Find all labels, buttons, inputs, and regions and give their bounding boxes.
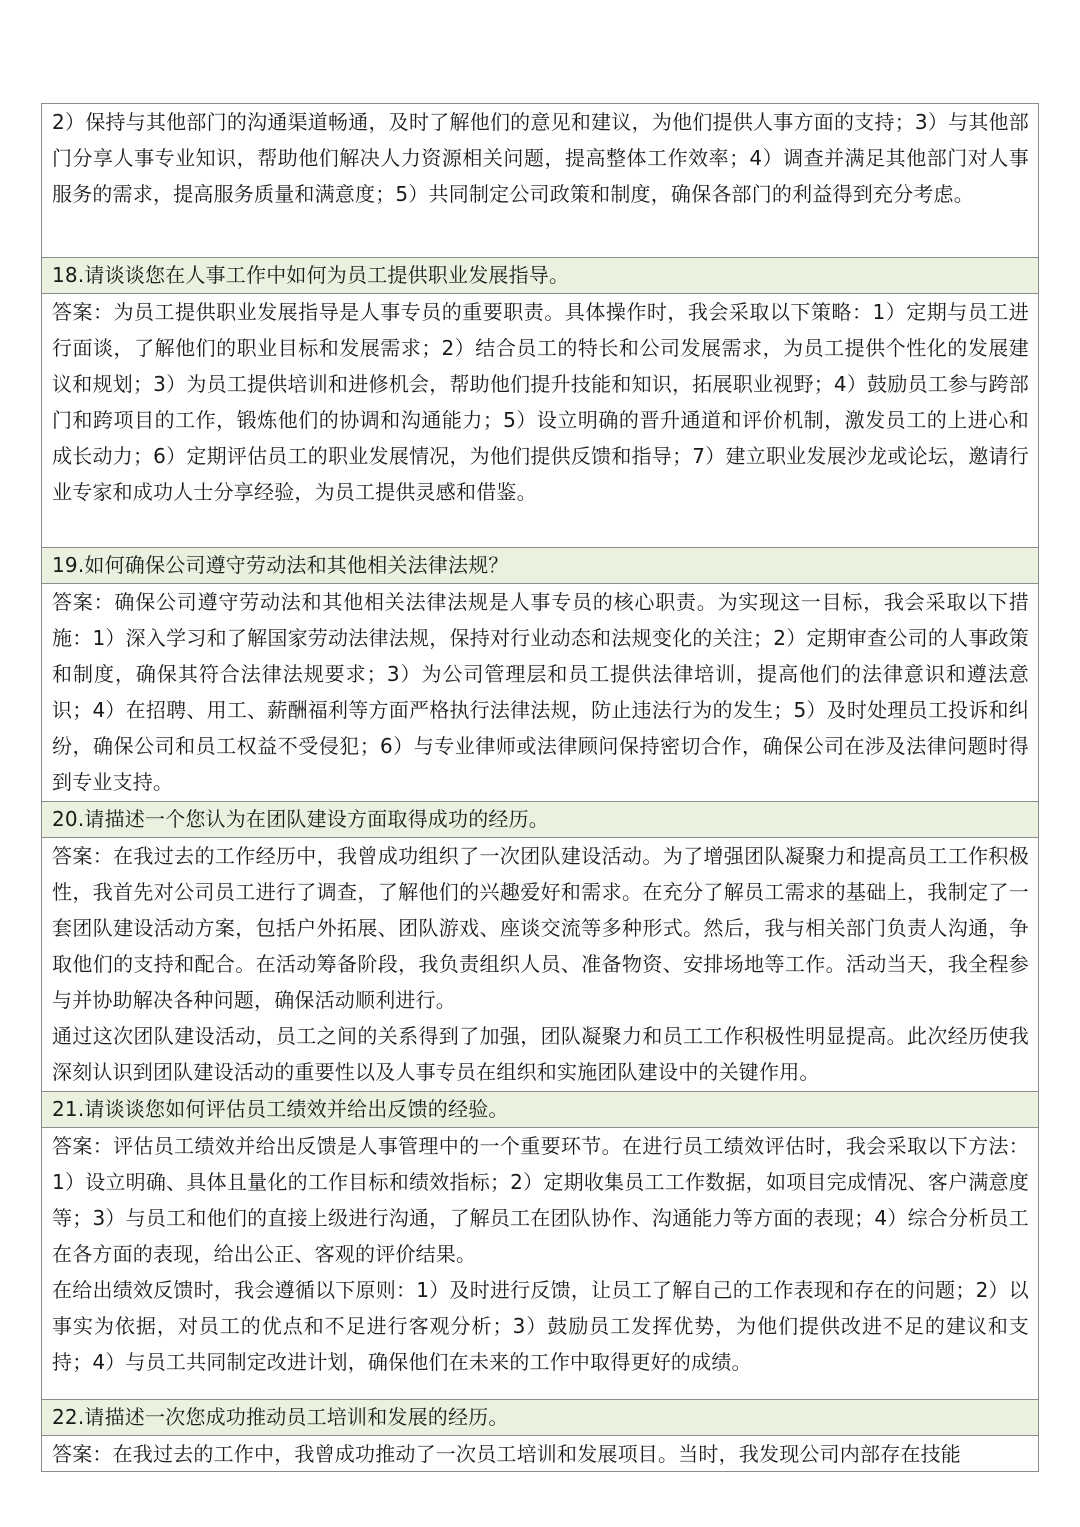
question-text: 21.请谈谈您如何评估员工绩效并给出反馈的经验。: [52, 1097, 509, 1121]
question-cell-22: [42, 1399, 1038, 1435]
qa-table: [41, 103, 1039, 1472]
answer-cell-22: [42, 1435, 1038, 1471]
answer-text: 答案：确保公司遵守劳动法和其他相关法律法规是人事专员的核心职责。为实现这一目标，我会采取以下措施：1）深入学习和了解国家劳动法律法规，保持对行业动态和法规变化的关注；2）定期审查公司的人事政策和制度，确保其符合法律法规要求；3）为公司管理层和员工提供法律培训，提高他们的法律意识和遵法意识；4）在招聘、用工、薪酬福利等方面严格执行法律法规，防止违法行为的发生；5）及时处理员工投诉和纠纷，确保公司和员工权益不受侵犯；6）与专业律师或法律顾问保持密切合作，确保公司在涉及法律问题时得到专业支持。: [52, 590, 1029, 794]
answer-paragraph-1: 答案：在我过去的工作经历中，我曾成功组织了一次团队建设活动。为了增强团队凝聚力和提高员工工作积极性，我首先对公司员工进行了调查，了解他们的兴趣爱好和需求。在充分了解员工需求的基础上，我制定了一套团队建设活动方案，包括户外拓展、团队游戏、座谈交流等多种形式。然后，我与相关部门负责人沟通，争取他们的支持和配合。在活动筹备阶段，我负责组织人员、准备物资、安排场地等工作。活动当天，我全程参与并协助解决各种问题，确保活动顺利进行。: [52, 844, 1029, 1012]
answer-paragraph-1: 答案：评估员工绩效并给出反馈是人事管理中的一个重要环节。在进行员工绩效评估时，我会采取以下方法：1）设立明确、具体且量化的工作目标和绩效指标；2）定期收集员工工作数据，如项目完成情况、客户满意度等；3）与员工和他们的直接上级进行沟通，了解员工在团队协作、沟通能力等方面的表现；4）综合分析员工在各方面的表现，给出公正、客观的评价结果。: [52, 1134, 1029, 1266]
answer-text: 答案：为员工提供职业发展指导是人事专员的重要职责。具体操作时，我会采取以下策略：1）定期与员工进行面谈，了解他们的职业目标和发展需求；2）结合员工的特长和公司发展需求，为员工提供个性化的发展建议和规划；3）为员工提供培训和进修机会，帮助他们提升技能和知识，拓展职业视野；4）鼓励员工参与跨部门和跨项目的工作，锻炼他们的协调和沟通能力；5）设立明确的晋升通道和评价机制，激发员工的上进心和成长动力；6）定期评估员工的职业发展情况，为他们提供反馈和指导；7）建立职业发展沙龙或论坛，邀请行业专家和成功人士分享经验，为员工提供灵感和借鉴。: [52, 300, 1029, 504]
question-cell-21: [42, 1091, 1038, 1127]
answer-text: 2）保持与其他部门的沟通渠道畅通，及时了解他们的意见和建议，为他们提供人事方面的支持；3）与其他部门分享人事专业知识，帮助他们解决人力资源相关问题，提高整体工作效率；4）调查并满足其他部门对人事服务的需求，提高服务质量和满意度；5）共同制定公司政策和制度，确保各部门的利益得到充分考虑。: [52, 110, 1029, 206]
question-cell-20: [42, 801, 1038, 837]
question-text: 19.如何确保公司遵守劳动法和其他相关法律法规？: [52, 553, 509, 577]
answer-cell-20: [42, 837, 1038, 1091]
answer-paragraph-2: 在给出绩效反馈时，我会遵循以下原则：1）及时进行反馈，让员工了解自己的工作表现和存在的问题；2）以事实为依据，对员工的优点和不足进行客观分析；3）鼓励员工发挥优势，为他们提供改进不足的建议和支持；4）与员工共同制定改进计划，确保他们在未来的工作中取得更好的成绩。: [52, 1278, 1029, 1374]
answer-text: 答案：在我过去的工作中，我曾成功推动了一次员工培训和发展项目。当时，我发现公司内部存在技能: [52, 1442, 961, 1466]
question-text: 20.请描述一个您认为在团队建设方面取得成功的经历。: [52, 807, 550, 831]
answer-cell-17: [42, 104, 1038, 257]
answer-cell-21: [42, 1127, 1038, 1399]
answer-cell-18: [42, 293, 1038, 547]
question-cell-19: [42, 547, 1038, 583]
answer-paragraph-2: 通过这次团队建设活动，员工之间的关系得到了加强，团队凝聚力和员工工作积极性明显提高。此次经历使我深刻认识到团队建设活动的重要性以及人事专员在组织和实施团队建设中的关键作用。: [52, 1024, 1029, 1084]
question-cell-18: [42, 257, 1038, 293]
question-text: 18.请谈谈您在人事工作中如何为员工提供职业发展指导。: [52, 263, 570, 287]
answer-cell-19: [42, 583, 1038, 801]
question-text: 22.请描述一次您成功推动员工培训和发展的经历。: [52, 1405, 509, 1429]
